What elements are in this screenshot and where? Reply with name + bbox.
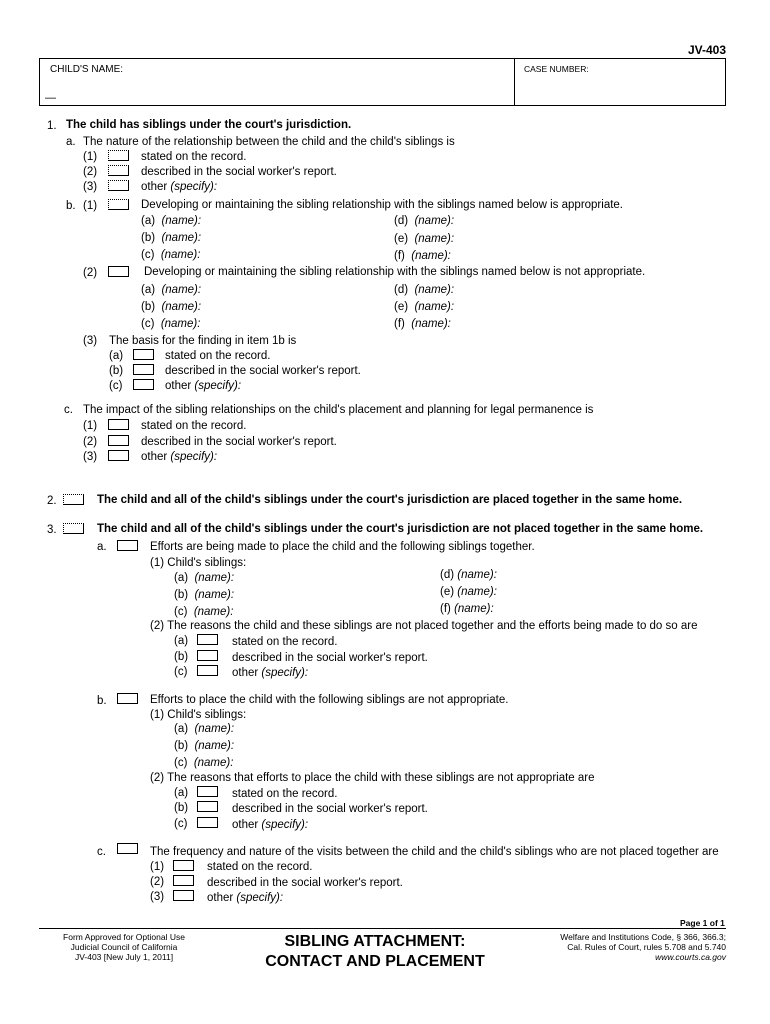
item-1c-text: The impact of the sibling relationships on the child's placement and planning for legal permanence is <box>83 404 594 416</box>
siblings-label: Child's siblings: <box>167 557 247 569</box>
item-1b2-number: (2) <box>83 267 98 279</box>
sub-label: (a) <box>174 723 189 735</box>
item-3b1 <box>150 708 246 722</box>
item-3b2-b-checkbox[interactable] <box>197 801 218 812</box>
item-1-number: 1. <box>47 120 57 132</box>
item-1c3-checkbox[interactable] <box>108 450 129 461</box>
form-number: JV-403 <box>688 43 727 57</box>
name-field-mark: — <box>45 92 56 104</box>
item-1b1-checkbox[interactable] <box>108 199 129 210</box>
item-3b2-a-label: (a) <box>174 787 189 799</box>
item-1b1-a <box>141 214 201 228</box>
other-label: other <box>232 667 259 679</box>
item-3a2-b-label: (b) <box>174 651 189 663</box>
item-1b2-e <box>394 300 454 314</box>
name-label: (name): <box>193 606 234 618</box>
sub-label: (a) <box>174 572 189 584</box>
name-label: (name): <box>454 603 494 615</box>
specify-label: (specify): <box>170 181 218 193</box>
item-3a1-a <box>174 571 234 585</box>
item-1b2-f <box>394 317 451 331</box>
item-3a2-b-text: described in the social worker's report. <box>232 652 428 664</box>
item-1a3-checkbox[interactable] <box>108 180 129 191</box>
item-3b2-b-text: described in the social worker's report. <box>232 803 428 815</box>
name-label: (name): <box>411 250 451 262</box>
item-3a2-b-checkbox[interactable] <box>197 650 218 661</box>
sub-label: (c) <box>174 757 188 769</box>
item-1c3-number: (3) <box>83 451 98 463</box>
item-3a-letter: a. <box>97 541 107 553</box>
footer-right <box>520 932 726 962</box>
name-label: (name): <box>194 572 235 584</box>
item-1b1-d <box>394 214 454 228</box>
item-1a-text: The nature of the relationship between the child and the child's siblings is <box>83 136 455 148</box>
item-1a-letter: a. <box>66 136 76 148</box>
sub-label: (2) <box>150 620 165 632</box>
item-1b2-a <box>141 283 201 297</box>
item-1a3-number: (3) <box>83 181 98 193</box>
name-label: (name): <box>194 740 235 752</box>
item-1c1-text: stated on the record. <box>141 420 247 432</box>
item-1b3-a-checkbox[interactable] <box>133 349 154 360</box>
name-label: (name): <box>161 284 202 296</box>
item-3b2-c-label: (c) <box>174 818 188 830</box>
name-label: (name): <box>161 301 202 313</box>
sub-label: (f) <box>394 318 405 330</box>
item-3-text: The child and all of the child's siblings under the court's jurisdiction are not placed together in the same home. <box>97 523 704 535</box>
item-3b1-b <box>174 739 234 753</box>
item-1b2-b <box>141 300 201 314</box>
item-3c1-checkbox[interactable] <box>173 860 194 871</box>
item-1b3-b-checkbox[interactable] <box>133 364 154 375</box>
item-3a-text: Efforts are being made to place the child and the following siblings together. <box>150 541 535 553</box>
item-2-checkbox[interactable] <box>63 494 84 505</box>
item-1c-letter: c. <box>64 404 73 416</box>
sub-label: (a) <box>141 215 156 227</box>
item-3c-letter: c. <box>97 846 106 858</box>
sub-label: (d) <box>394 215 409 227</box>
item-3a2-c-label: (c) <box>174 666 188 678</box>
item-3c3-number: (3) <box>150 891 165 903</box>
item-1b2-text: Developing or maintaining the sibling relationship with the siblings named below is not appropriate. <box>144 266 646 278</box>
item-1b3-c-other <box>165 379 241 393</box>
other-label: other <box>165 380 192 392</box>
item-1b1-b <box>141 231 201 245</box>
item-1c2-checkbox[interactable] <box>108 435 129 446</box>
footer-left <box>39 932 209 962</box>
item-1b3-b-text: described in the social worker's report. <box>165 365 361 377</box>
item-1b3-b-label: (b) <box>109 365 124 377</box>
specify-label: (specify): <box>261 819 309 831</box>
item-1b3-c-checkbox[interactable] <box>133 379 154 390</box>
item-1b3-number: (3) <box>83 335 98 347</box>
header-divider <box>514 59 515 105</box>
childs-name-label: CHILD'S NAME: <box>50 64 124 75</box>
sub-label: (e) <box>394 233 409 245</box>
item-3c1-number: (1) <box>150 861 165 873</box>
item-1c3-other <box>141 450 217 464</box>
sub-label: (c) <box>174 606 188 618</box>
name-label: (name): <box>457 586 497 598</box>
sub-label: (1) <box>150 557 165 569</box>
judicial-council: Judicial Council of California <box>70 942 178 952</box>
item-1a3-other <box>141 180 217 194</box>
item-3b2-a-checkbox[interactable] <box>197 786 218 797</box>
sub-label: (2) <box>150 772 165 784</box>
sub-label: (f) <box>440 603 451 615</box>
specify-label: (specify): <box>194 380 242 392</box>
sub-label: (d) <box>440 569 455 581</box>
sub-label: (e) <box>440 586 455 598</box>
code-citation: Welfare and Institutions Code, § 366, 366.3; <box>560 932 726 942</box>
page-number: Page 1 of 1 <box>680 918 725 928</box>
item-1a2-number: (2) <box>83 166 98 178</box>
name-label: (name): <box>414 215 455 227</box>
other-label: other <box>207 892 234 904</box>
item-3a2 <box>150 619 697 633</box>
item-3c-text: The frequency and nature of the visits between the child and the child's siblings who are not placed together are <box>150 846 719 858</box>
item-3a1-f <box>440 602 494 616</box>
item-3a2-c-checkbox[interactable] <box>197 665 218 676</box>
name-label: (name): <box>414 233 455 245</box>
item-1a2-text: described in the social worker's report. <box>141 166 337 178</box>
name-label: (name): <box>411 318 451 330</box>
form-revision: JV-403 [New July 1, 2011] <box>74 952 174 962</box>
other-label: other <box>141 181 168 193</box>
item-1b-letter: b. <box>66 200 76 212</box>
item-3b1-a <box>174 722 234 736</box>
specify-label: (specify): <box>261 667 309 679</box>
item-3c-checkbox[interactable] <box>117 843 138 854</box>
item-1b3-text: The basis for the finding in item 1b is <box>109 335 297 347</box>
item-3b-text: Efforts to place the child with the following siblings are not appropriate. <box>150 694 509 706</box>
footer-rule <box>39 928 726 929</box>
name-label: (name): <box>414 301 455 313</box>
other-label: other <box>232 819 259 831</box>
item-3b2-a-text: stated on the record. <box>232 788 338 800</box>
name-label: (name): <box>161 232 202 244</box>
item-1-text: The child has siblings under the court's jurisdiction. <box>66 119 352 131</box>
sub-label: (1) <box>150 709 165 721</box>
item-1b1-c <box>141 248 200 262</box>
form-title-line1: SIBLING ATTACHMENT: <box>284 933 466 950</box>
sub-label: (f) <box>394 250 405 262</box>
item-1b2-d <box>394 283 454 297</box>
form-approval: Form Approved for Optional Use <box>63 932 185 942</box>
item-3-checkbox[interactable] <box>63 523 84 534</box>
item-3a2-a-label: (a) <box>174 635 189 647</box>
item-3b2-b-label: (b) <box>174 802 189 814</box>
item-3c3-checkbox[interactable] <box>173 890 194 901</box>
item-3c2-checkbox[interactable] <box>173 875 194 886</box>
item-2-text: The child and all of the child's siblings under the court's jurisdiction are placed together in the same home. <box>97 494 683 506</box>
item-1a1-number: (1) <box>83 151 98 163</box>
item-1b3-a-label: (a) <box>109 350 124 362</box>
siblings-label: Child's siblings: <box>167 709 247 721</box>
item-1c2-text: described in the social worker's report. <box>141 436 337 448</box>
item-3c1-text: stated on the record. <box>207 861 313 873</box>
name-label: (name): <box>457 569 497 581</box>
case-number-label: CASE NUMBER: <box>524 64 589 74</box>
item-3b2-text: The reasons that efforts to place the child with these siblings are not appropriate are <box>167 772 595 784</box>
item-3b2-c-checkbox[interactable] <box>197 817 218 828</box>
name-label: (name): <box>160 249 201 261</box>
item-3b-checkbox[interactable] <box>117 693 138 704</box>
sub-label: (b) <box>174 589 189 601</box>
item-3a2-a-checkbox[interactable] <box>197 634 218 645</box>
specify-label: (specify): <box>236 892 284 904</box>
item-3a1-c <box>174 605 233 619</box>
item-3a1-b <box>174 588 234 602</box>
item-3b1-c <box>174 756 233 770</box>
item-3-number: 3. <box>47 524 57 536</box>
item-3a1-e <box>440 585 497 599</box>
item-3b2-c-other <box>232 818 308 832</box>
item-2-number: 2. <box>47 495 57 507</box>
item-1a1-text: stated on the record. <box>141 151 247 163</box>
item-1c1-checkbox[interactable] <box>108 419 129 430</box>
sub-label: (a) <box>141 284 156 296</box>
item-1a2-checkbox[interactable] <box>108 165 129 176</box>
item-1b3-a-text: stated on the record. <box>165 350 271 362</box>
form-title-line2: CONTACT AND PLACEMENT <box>265 953 485 970</box>
item-1c2-number: (2) <box>83 436 98 448</box>
item-1c1-number: (1) <box>83 420 98 432</box>
item-1a1-checkbox[interactable] <box>108 150 129 161</box>
item-3a2-c-other <box>232 666 308 680</box>
item-1b2-checkbox[interactable] <box>108 266 129 277</box>
item-3c2-text: described in the social worker's report. <box>207 877 403 889</box>
item-3a-checkbox[interactable] <box>117 540 138 551</box>
sub-label: (c) <box>141 318 155 330</box>
name-label: (name): <box>161 215 202 227</box>
sub-label: (d) <box>394 284 409 296</box>
sub-label: (b) <box>141 232 156 244</box>
item-3a2-a-text: stated on the record. <box>232 636 338 648</box>
item-3b2 <box>150 771 595 785</box>
item-3b-letter: b. <box>97 695 107 707</box>
item-3c3-other <box>207 891 283 905</box>
item-3a1-d <box>440 568 497 582</box>
name-label: (name): <box>193 757 234 769</box>
form-title <box>230 932 520 972</box>
item-1b1-f <box>394 249 451 263</box>
sub-label: (b) <box>174 740 189 752</box>
specify-label: (specify): <box>170 451 218 463</box>
name-label: (name): <box>160 318 201 330</box>
item-1b1-text: Developing or maintaining the sibling relationship with the siblings named below is appropriate. <box>141 199 624 211</box>
item-1b1-number: (1) <box>83 200 98 212</box>
item-1b1-e <box>394 232 454 246</box>
item-1b2-c <box>141 317 200 331</box>
item-3a2-text: The reasons the child and these siblings are not placed together and the efforts being made to do so are <box>167 620 698 632</box>
name-label: (name): <box>194 589 235 601</box>
header-box <box>39 58 726 106</box>
other-label: other <box>141 451 168 463</box>
name-label: (name): <box>414 284 455 296</box>
item-3c2-number: (2) <box>150 876 165 888</box>
item-1b3-c-label: (c) <box>109 380 123 392</box>
item-3a1 <box>150 556 246 570</box>
sub-label: (b) <box>141 301 156 313</box>
sub-label: (e) <box>394 301 409 313</box>
name-label: (name): <box>194 723 235 735</box>
sub-label: (c) <box>141 249 155 261</box>
rules-citation: Cal. Rules of Court, rules 5.708 and 5.740 <box>567 942 726 952</box>
courts-website-link[interactable]: www.courts.ca.gov <box>655 952 726 962</box>
